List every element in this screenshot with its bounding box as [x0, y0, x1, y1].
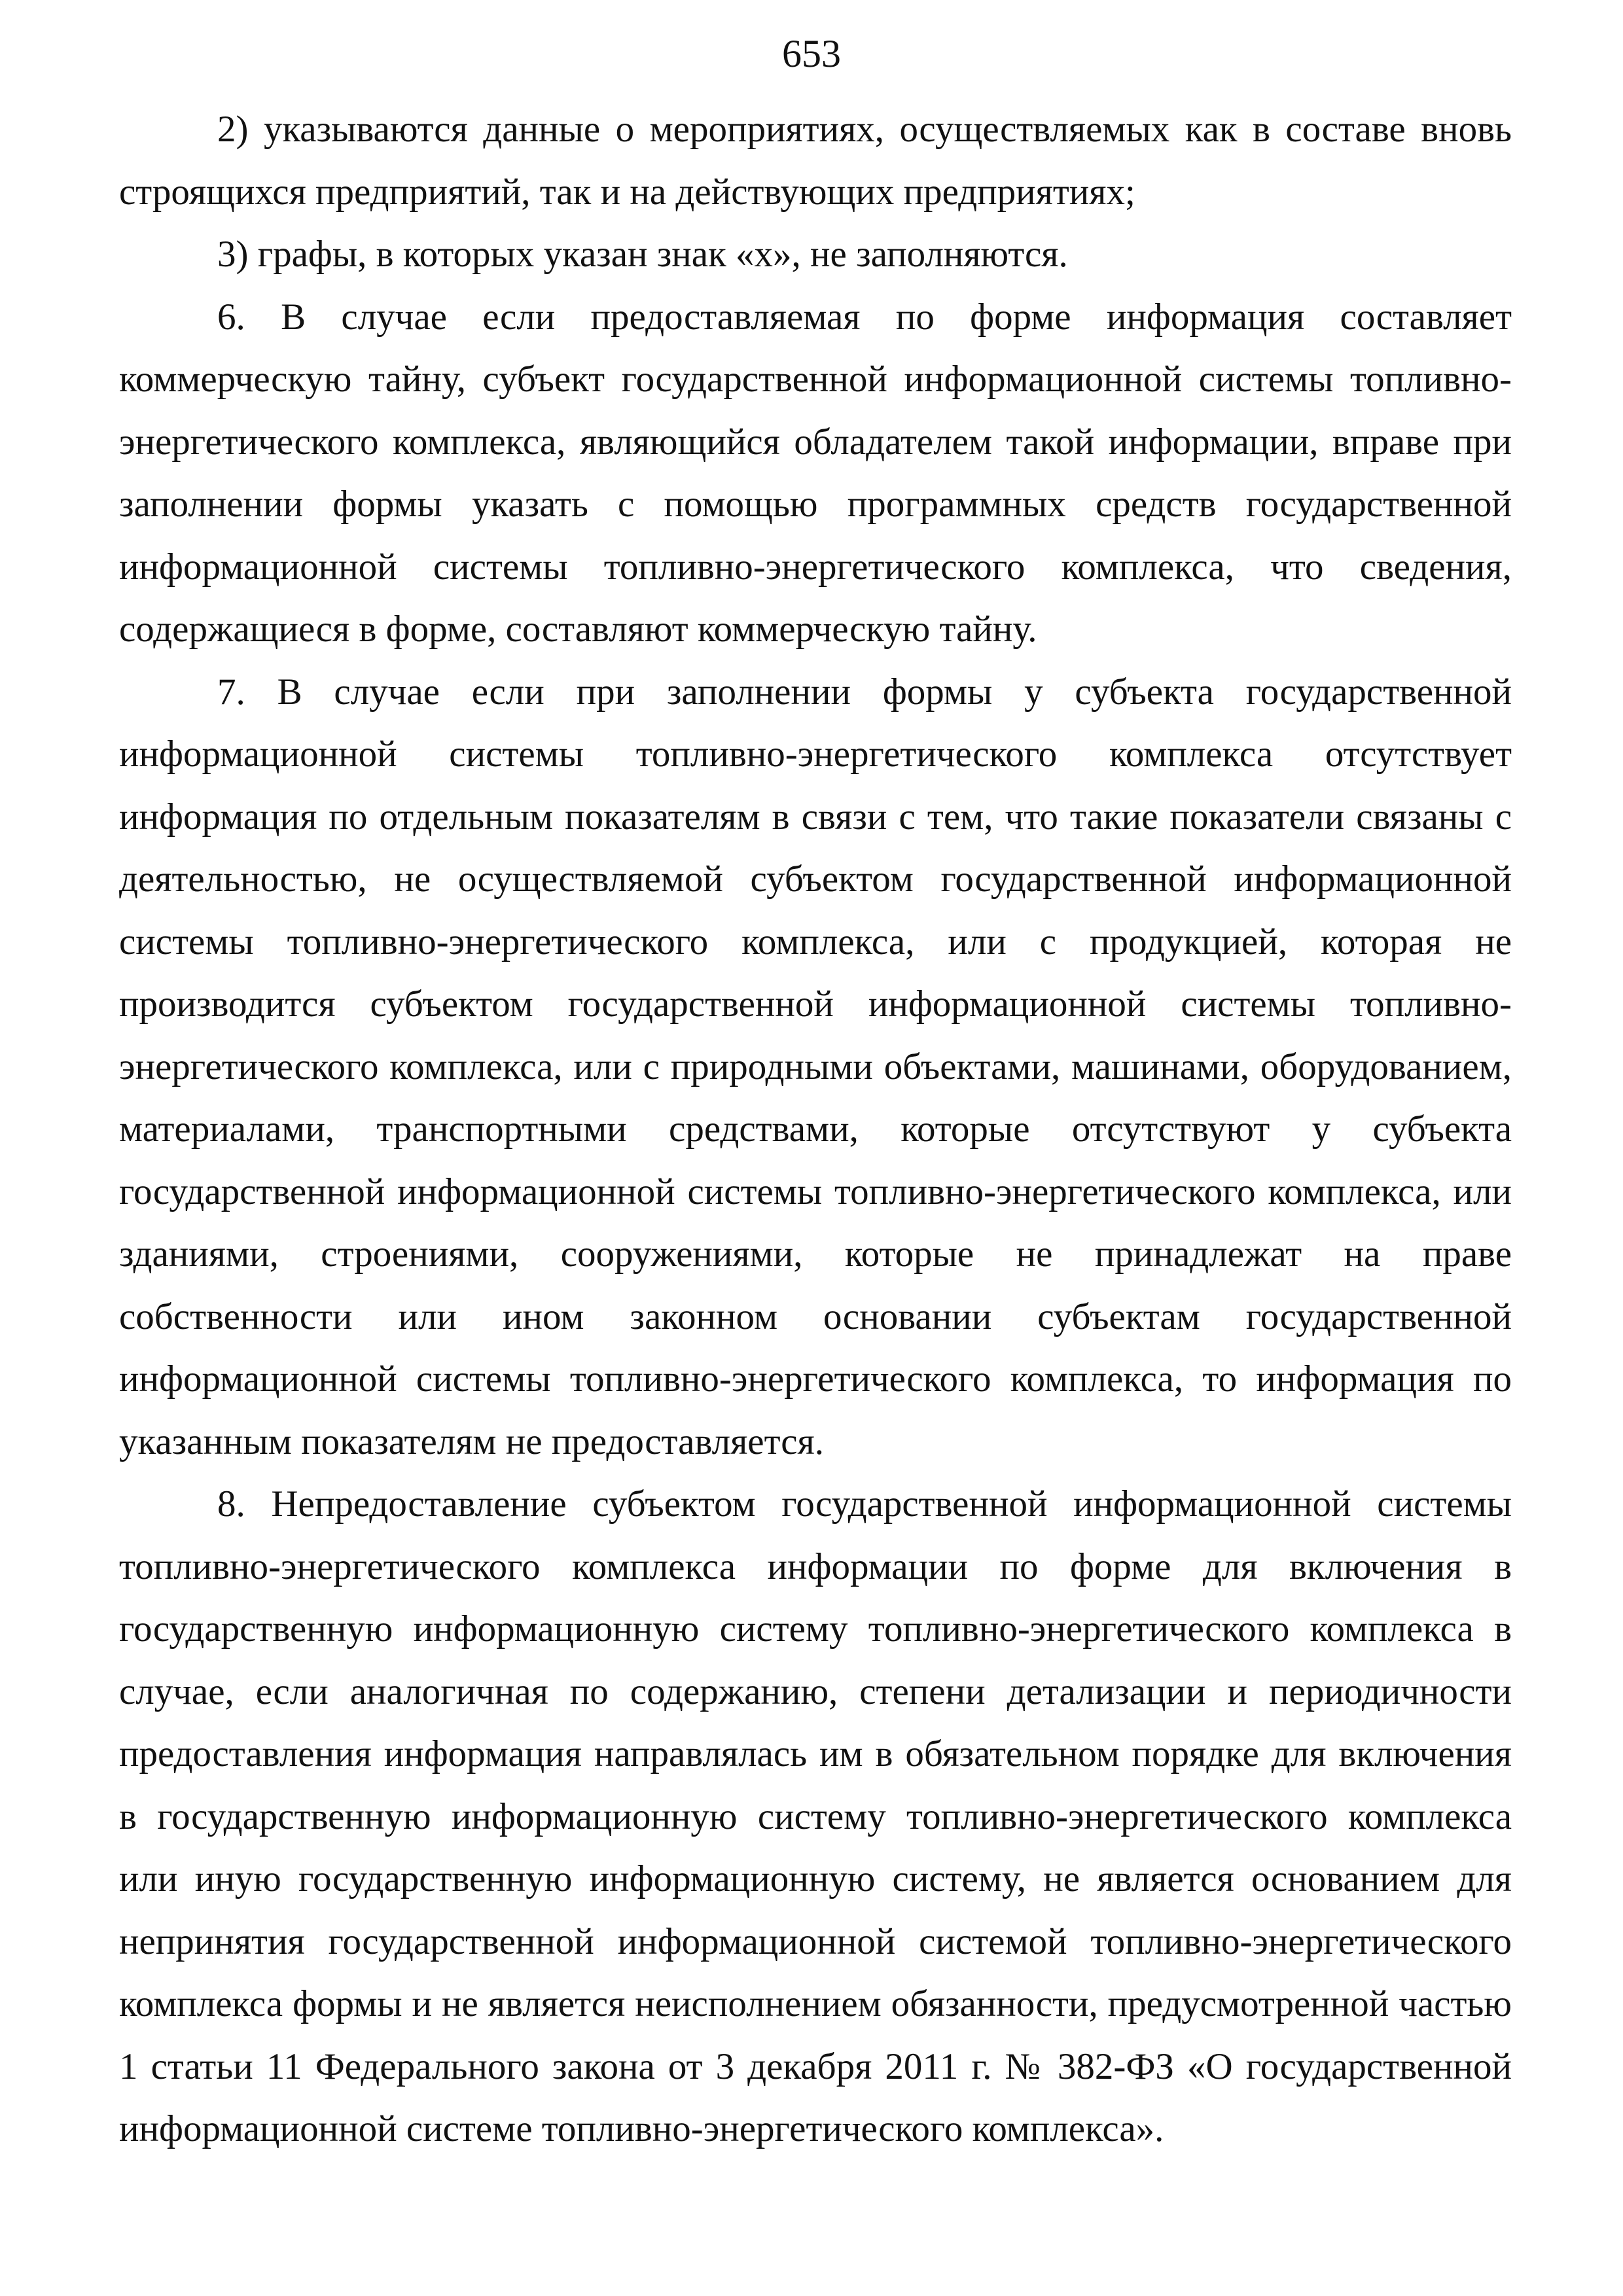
paragraph-item-2: 2) указываются данные о мероприятиях, осуществляемых как в составе вновь строящихся предприятий, так и на действующих предприятиях; [119, 109, 1512, 213]
paragraph-item-3: 3) графы, в которых указан знак «х», не заполняются. [217, 234, 1068, 275]
paragraph-clause-7: 7. В случае если при заполнении формы у субъекта государственной информационной системы топливно-энергетического комплекса отсутствует информация по отдельным показателям в связи с тем, что такие показатели связаны с деятельностью, не осуществляемой субъектом государственной информационной системы топливно-энергетического комплекса, или с продукцией, которая не производится субъектом государственной информационной системы топливно-энергетического комплекса, или с природными объектами, машинами, оборудованием, материалами, транспортными средствами, которые отсутствуют у субъекта государственной информационной системы топливно-энергетического комплекса, или зданиями, строениями, сооружениями, которые не принадлежат на праве собственности или ином законном основании субъектам государственной информационной системы топливно-энергетического комплекса, то информация по указанным показателям не предоставляется. [119, 671, 1512, 1462]
document-body [119, 98, 1512, 2161]
paragraph-clause-8: 8. Непредоставление субъектом государственной информационной системы топливно-энергетического комплекса информации по форме для включения в государственную информационную систему топливно-энергетического комплекса в случае, если аналогичная по содержанию, степени детализации и периодичности предоставления информация направлялась им в обязательном порядке для включения в государственную информационную систему топливно-энергетического комплекса или иную государственную информационную систему, не является основанием для непринятия государственной информационной системой топливно-энергетического комплекса формы и не является неисполнением обязанности, предусмотренной частью 1 статьи 11 Федерального закона от 3 декабря 2011 г. № 382-ФЗ «О государственной информационной системе топливно-энергетического комплекса». [119, 1483, 1512, 2149]
paragraph-clause-6: 6. В случае если предоставляемая по форме информация составляет коммерческую тайну, субъект государственной информационной системы топливно-энергетического комплекса, являющийся обладателем такой информации, вправе при заполнении формы указать с помощью программных средств государственной информационной системы топливно-энергетического комплекса, что сведения, содержащиеся в форме, составляют коммерческую тайну. [119, 296, 1512, 650]
page-number: 653 [782, 32, 841, 75]
